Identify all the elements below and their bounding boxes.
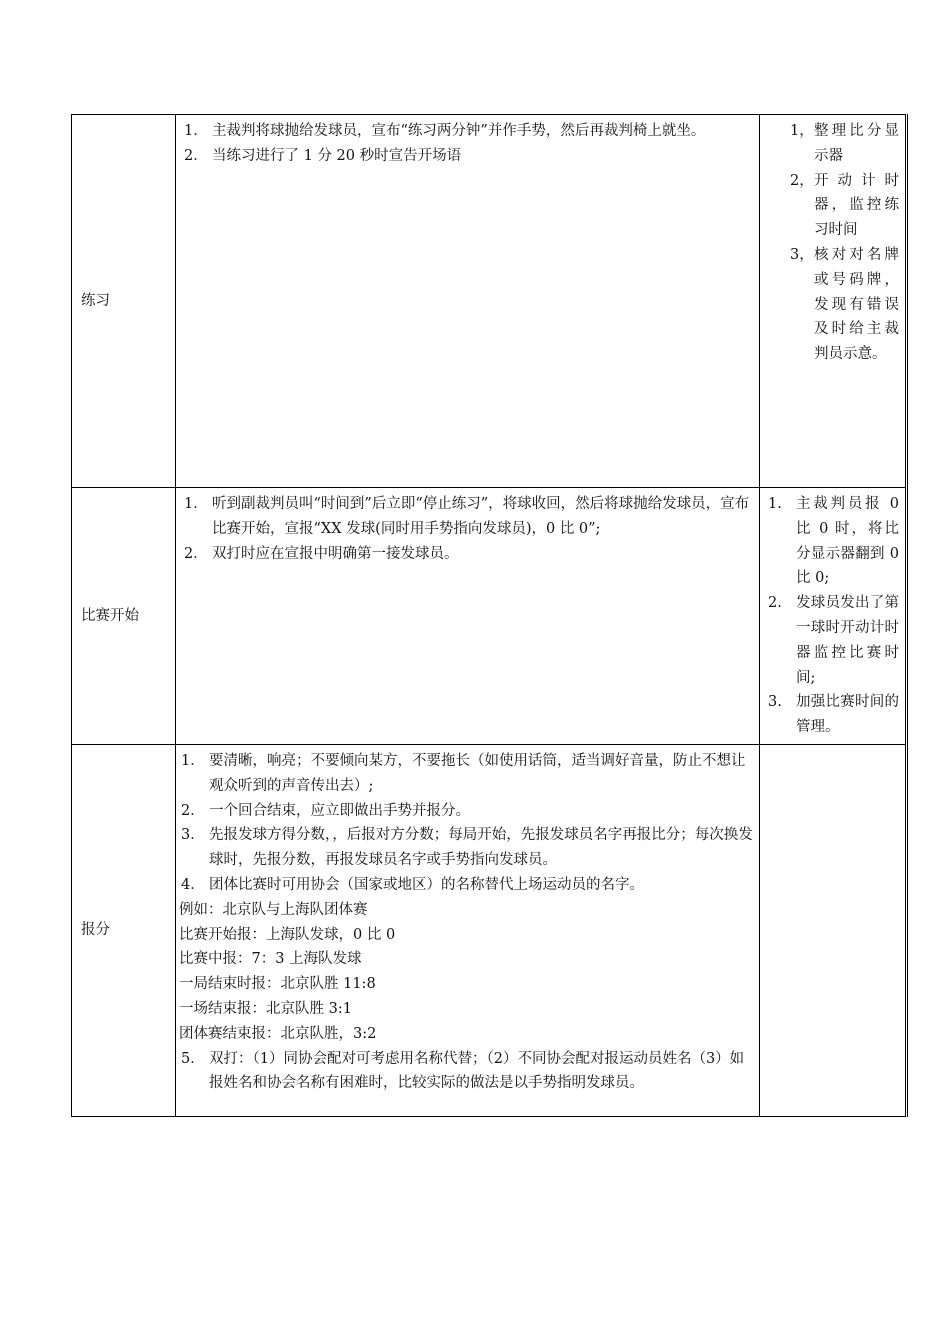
referee-procedure-table: [71, 114, 908, 1117]
list-item: 1． 要清晰，响亮；不要倾向某方，不要拖长（如使用话筒，适当调好音量，防止不想让观众听到的声音传出去）;: [181, 752, 746, 794]
example-line: 比赛中报：7：3 上海队发球: [179, 951, 362, 968]
list-item: 2． 一个回合结束，应立即做出手势并报分。: [181, 802, 470, 819]
score-call-umpire-duties: [176, 744, 760, 1116]
table-row-match-start: [72, 488, 907, 745]
practice-assistant-duties: [760, 115, 907, 488]
list-item: 1． 主裁判将球抛给发球员，宣布“练习两分钟”并作手势，然后再裁判椅上就坐。: [184, 123, 706, 139]
example-line: 一局结束时报：北京队胜 11:8: [179, 976, 376, 993]
list-item: 4． 团体比赛时可用协会（国家或地区）的名称替代上场运动员的名字。: [181, 876, 644, 893]
score-call-assistant-duties: [760, 744, 907, 1116]
list-item: 2． 当练习进行了 1 分 20 秒时宣告开场语: [184, 147, 462, 164]
list-item: 3， 核对对名牌或号码牌，发现有错误及时给主裁判员示意。: [790, 246, 899, 363]
list-item: 5． 双打：（1）同协会配对可考虑用名称代替；（2）不同协会配对报运动员姓名（3）如报姓名和协会名称有困难时，比较实际的做法是以手势指明发球员。: [181, 1050, 745, 1092]
match-start-assistant-duties: [760, 488, 907, 745]
row-label-practice: 练习: [72, 115, 176, 488]
list-item: 2. 发球员发出了第一球时开动计时器监控比赛时间;: [768, 595, 899, 686]
example-line: 例如：北京队与上海队团体赛: [179, 901, 368, 918]
row-label-match-start: 比赛开始: [72, 488, 176, 745]
row-label-score-call: 报分: [72, 744, 176, 1116]
match-start-umpire-duties: [176, 488, 760, 745]
list-item: 3. 加强比赛时间的管理。: [768, 694, 899, 736]
list-item: 1， 整理比分显示器: [790, 123, 899, 164]
example-line: 团体赛结束报：北京队胜，3:2: [179, 1025, 377, 1042]
table-row-score-call: [72, 744, 907, 1116]
list-item: 1． 听到副裁判员叫“时间到”后立即“停止练习”，将球收回，然后将球抛给发球员，宣布比赛开始，宣报“XX 发球(同时用手势指向发球员)，0 比 0”;: [184, 496, 750, 537]
list-item: 1. 主裁判员报 0 比 0 时，将比分显示器翻到 0 比 0;: [768, 496, 899, 587]
list-item: 2． 双打时应在宣报中明确第一接发球员。: [184, 545, 459, 562]
example-line: 比赛开始报：上海队发球，0 比 0: [179, 926, 396, 943]
table-row-practice: [72, 115, 907, 488]
practice-umpire-duties: [176, 115, 760, 488]
example-line: 一场结束报：北京队胜 3:1: [179, 1000, 352, 1017]
list-item: 2， 开动计时器，监控练习时间: [790, 172, 899, 239]
list-item: 3． 先报发球方得分数，，后报对方分数；每局开始，先报发球员名字再报比分；每次换发球时，先报分数，再报发球员名字或手势指向发球员。: [181, 827, 753, 869]
